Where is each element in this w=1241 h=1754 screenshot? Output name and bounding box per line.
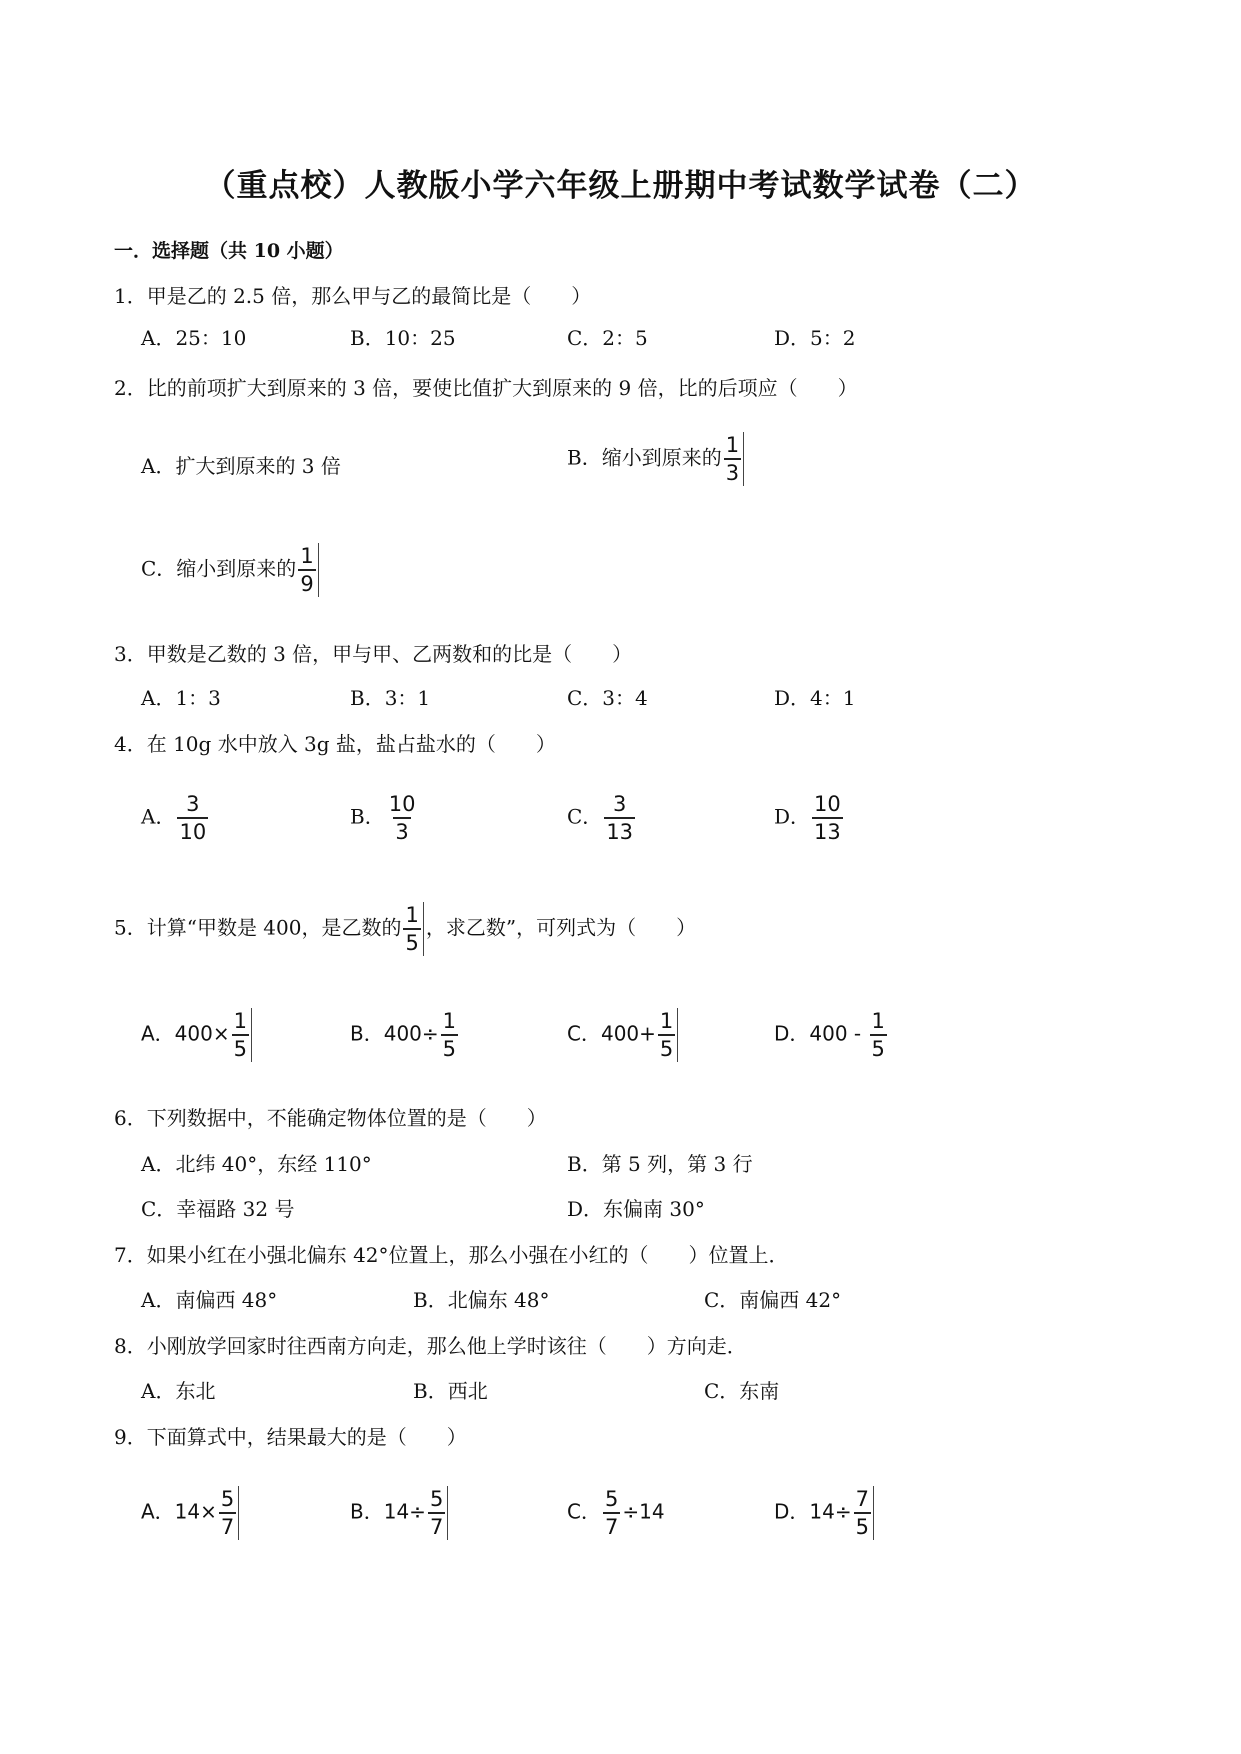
question-3-stem: 3．甲数是乙数的 3 倍，甲与甲、乙两数和的比是（ ） xyxy=(114,642,633,666)
q8-option-c: C．东南 xyxy=(704,1379,780,1403)
fraction xyxy=(604,791,635,845)
q9-option-c xyxy=(567,1486,665,1540)
numerator: 1 xyxy=(725,433,740,457)
denominator: 5 xyxy=(232,1034,249,1062)
question-6-stem: 6．下列数据中，不能确定物体位置的是（ ） xyxy=(114,1106,547,1130)
question-2-stem: 2．比的前项扩大到原来的 3 倍，要使比值扩大到原来的 9 倍，比的后项应（ ） xyxy=(114,376,858,400)
q2-option-a: A．扩大到原来的 3 倍 xyxy=(141,454,341,478)
q1-option-c: C．2：5 xyxy=(567,326,648,350)
numerator: 3 xyxy=(186,792,200,816)
q6-option-a: A．北纬 40°，东经 110° xyxy=(141,1152,372,1176)
q4-option-c xyxy=(567,791,637,845)
fraction xyxy=(812,791,843,845)
q6-option-c: C．幸福路 32 号 xyxy=(141,1197,295,1221)
q3-option-b: B．3：1 xyxy=(350,686,431,710)
numerator: 10 xyxy=(388,792,416,816)
q4-option-b-label: B． xyxy=(350,804,385,829)
q2-option-c-label: C．缩小到原来的 xyxy=(141,556,297,581)
denominator: 13 xyxy=(812,817,843,845)
question-4-stem: 4．在 10g 水中放入 3g 盐，盐占盐水的（ ） xyxy=(114,732,556,756)
denominator: 5 xyxy=(441,1034,458,1062)
fraction xyxy=(428,1486,448,1540)
question-8-stem: 8．小刚放学回家时往西南方向走，那么他上学时该往（ ）方向走． xyxy=(114,1334,747,1358)
fraction xyxy=(870,1008,887,1062)
question-1-stem: 1．甲是乙的 2.5 倍，那么甲与乙的最简比是（ ） xyxy=(114,284,592,308)
denominator: 5 xyxy=(658,1034,675,1062)
q9-option-a xyxy=(141,1486,241,1540)
denominator: 5 xyxy=(403,928,420,956)
numerator: 10 xyxy=(814,792,841,816)
numerator: 1 xyxy=(405,903,419,927)
q6-option-b: B．第 5 列，第 3 行 xyxy=(567,1152,753,1176)
q9-option-c-label: C． xyxy=(567,1499,601,1524)
denominator: 10 xyxy=(177,817,208,845)
fraction xyxy=(403,902,423,956)
q2-option-b xyxy=(567,432,746,486)
fraction xyxy=(854,1486,874,1540)
denominator: 7 xyxy=(219,1512,236,1540)
q2-option-b-label: B．缩小到原来的 xyxy=(567,445,722,470)
denominator: 13 xyxy=(604,817,635,845)
numerator: 1 xyxy=(300,544,314,568)
q1-option-b: B．10：25 xyxy=(350,326,456,350)
q9-option-b-label: B．14÷ xyxy=(350,1499,426,1524)
q5-option-d-label: D．400 - xyxy=(774,1021,868,1046)
page-title: （重点校）人教版小学六年级上册期中考试数学试卷（二） xyxy=(204,168,1037,204)
q5-stem-before: 5．计算“甲数是 400，是乙数的 xyxy=(114,915,402,940)
q1-option-a: A．25：10 xyxy=(141,326,247,350)
fraction xyxy=(658,1008,678,1062)
q5-option-a-label: A．400× xyxy=(141,1021,230,1046)
numerator: 1 xyxy=(233,1009,247,1033)
q9-option-c-suffix: ÷14 xyxy=(622,1499,665,1524)
fraction xyxy=(219,1486,239,1540)
denominator: 5 xyxy=(854,1512,871,1540)
denominator: 7 xyxy=(603,1512,620,1540)
numerator: 5 xyxy=(604,1487,619,1511)
q5-option-c xyxy=(567,1008,680,1062)
section-heading: 一．选择题（共 10 小题） xyxy=(114,240,344,262)
q5-option-b-label: B．400÷ xyxy=(350,1021,439,1046)
q4-option-b xyxy=(350,791,419,845)
q5-option-a xyxy=(141,1008,254,1062)
numerator: 1 xyxy=(659,1009,674,1033)
q2-option-c xyxy=(141,543,321,597)
question-5-stem xyxy=(114,902,696,956)
q7-option-b: B．北偏东 48° xyxy=(413,1288,550,1312)
q4-option-d xyxy=(774,791,845,845)
numerator: 3 xyxy=(612,792,627,816)
q5-option-d xyxy=(774,1008,889,1062)
q3-option-d: D．4：1 xyxy=(774,686,856,710)
numerator: 5 xyxy=(429,1487,444,1511)
q4-option-a-label: A． xyxy=(141,804,176,829)
numerator: 5 xyxy=(220,1487,235,1511)
numerator: 1 xyxy=(871,1009,885,1033)
denominator: 3 xyxy=(724,458,741,486)
numerator: 1 xyxy=(442,1009,457,1033)
denominator: 5 xyxy=(870,1034,887,1062)
fraction xyxy=(603,1486,620,1540)
fraction xyxy=(177,791,208,845)
q4-option-d-label: D． xyxy=(774,804,811,829)
fraction xyxy=(387,791,418,845)
denominator: 3 xyxy=(393,817,410,845)
q5-option-c-label: C．400+ xyxy=(567,1021,656,1046)
denominator: 9 xyxy=(298,569,315,597)
q4-option-a xyxy=(141,791,210,845)
q6-option-d: D．东偏南 30° xyxy=(567,1197,705,1221)
q5-stem-after: ，求乙数”，可列式为（ ） xyxy=(425,915,697,940)
question-7-stem: 7．如果小红在小强北偏东 42°位置上，那么小强在小红的（ ）位置上． xyxy=(114,1243,789,1267)
denominator: 7 xyxy=(428,1512,445,1540)
q7-option-c: C．南偏西 42° xyxy=(704,1288,842,1312)
q9-option-b xyxy=(350,1486,450,1540)
fraction xyxy=(298,543,318,597)
q1-option-d: D．5：2 xyxy=(774,326,856,350)
numerator: 7 xyxy=(855,1487,869,1511)
q7-option-a: A．南偏西 48° xyxy=(141,1288,278,1312)
q9-option-a-label: A．14× xyxy=(141,1499,217,1524)
q8-option-b: B．西北 xyxy=(413,1379,488,1403)
fraction xyxy=(441,1008,458,1062)
fraction xyxy=(724,432,744,486)
q3-option-a: A．1：3 xyxy=(141,686,221,710)
q8-option-a: A．东北 xyxy=(141,1379,216,1403)
fraction xyxy=(232,1008,252,1062)
q9-option-d xyxy=(774,1486,876,1540)
q3-option-c: C．3：4 xyxy=(567,686,648,710)
q4-option-c-label: C． xyxy=(567,804,603,829)
q9-option-d-label: D．14÷ xyxy=(774,1499,852,1524)
q5-option-b xyxy=(350,1008,460,1062)
question-9-stem: 9．下面算式中，结果最大的是（ ） xyxy=(114,1425,467,1449)
